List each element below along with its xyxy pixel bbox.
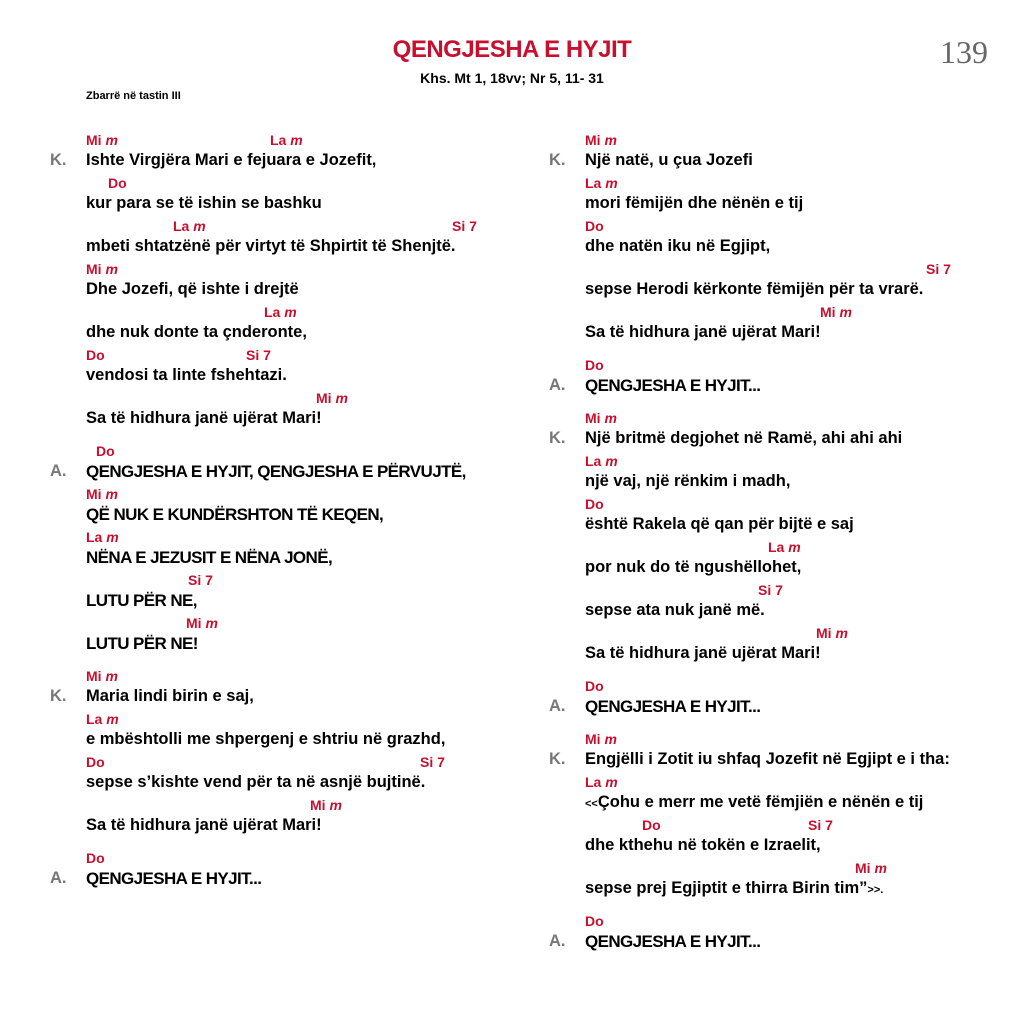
chord-name: Mi	[316, 390, 336, 406]
chord-name: La	[585, 774, 602, 790]
cantor-marker: K.	[549, 150, 566, 169]
lyric-text: Dhe Jozefi, që ishte i drejtë	[86, 279, 299, 298]
chord-name: Si 7	[808, 817, 833, 833]
chord-label	[758, 582, 783, 598]
lyric-text: por nuk do të ngushëllohet,	[585, 557, 802, 576]
chord-line	[0, 674, 1024, 696]
lyric-text: QENGJESHA E HYJIT...	[585, 375, 761, 395]
chord-name: Si 7	[246, 347, 271, 363]
chord-name: Mi	[86, 132, 102, 148]
chord-name: La	[270, 132, 287, 148]
chord-name: Do	[108, 175, 127, 191]
lyric-line	[0, 600, 1024, 622]
refrain-line	[0, 931, 1024, 953]
chord-name: Mi	[310, 797, 326, 813]
chord-name: Si 7	[188, 572, 213, 588]
chord-line	[0, 856, 1024, 878]
chord-name: La	[173, 218, 190, 234]
chord-name: Do	[585, 496, 604, 512]
lyric-line	[0, 279, 1024, 301]
chord-minor-mark: m	[193, 218, 206, 234]
lyric-text: Maria lindi birin e saj,	[86, 686, 254, 705]
chord-line	[0, 770, 1024, 792]
chord-name: Si 7	[926, 261, 951, 277]
lyric-line	[0, 150, 1024, 172]
lyric-text: sepse ata nuk janë më.	[585, 600, 765, 619]
lyric-text: është Rakela që qan për bijtë e saj	[585, 514, 854, 533]
lyric-text: Sa të hidhura janë ujërat Mari!	[86, 815, 322, 834]
lyric-text: vendosi ta linte fshehtazi.	[86, 365, 287, 384]
chord-name: Mi	[86, 486, 102, 502]
lyric-text: QENGJESHA E HYJIT...	[585, 696, 761, 716]
lyric-text	[585, 792, 923, 816]
lyric-line	[0, 236, 1024, 258]
chord-minor-mark: m	[604, 731, 617, 747]
lyric-text: Një britmë degjohet në Ramë, ahi ahi ahi	[585, 428, 903, 447]
lyric-text: QENGJESHA E HYJIT...	[86, 868, 262, 888]
stanza-gap	[0, 664, 1024, 674]
quote-text: Çohu e merr me vetë fëmjiën e nënën e tij	[597, 792, 924, 811]
chord-minor-mark: m	[290, 132, 303, 148]
capo-note: Zbarrë në tastin III	[86, 90, 181, 102]
chord-name: La	[768, 539, 785, 555]
lyric-text: Sa të hidhura janë ujërat Mari!	[585, 322, 821, 341]
lyric-line	[0, 878, 1024, 900]
chord-name: Mi	[855, 860, 871, 876]
chord-name: Mi	[820, 304, 836, 320]
chord-label	[585, 731, 617, 747]
page-subtitle: Khs. Mt 1, 18vv; Nr 5, 11- 31	[420, 70, 604, 86]
lyric-text: dhe kthehu në tokën e Izraelit,	[585, 835, 821, 854]
chord-label	[585, 175, 618, 191]
chord-label	[585, 357, 604, 373]
chord-label	[820, 304, 852, 320]
chord-line	[0, 492, 1024, 514]
chord-line	[0, 535, 1024, 557]
lyric-text: Sa të hidhura janë ujërat Mari!	[86, 408, 322, 427]
assembly-marker: A.	[549, 375, 566, 394]
chord-line	[0, 171, 1024, 193]
lyric-text: mori fëmijën dhe nënën e tij	[585, 193, 804, 212]
chord-name: Do	[585, 913, 604, 929]
chord-minor-mark: m	[106, 529, 119, 545]
chord-line	[0, 449, 1024, 471]
cantor-marker: K.	[549, 428, 566, 447]
stanza-gap	[0, 343, 1024, 353]
chord-label	[642, 817, 661, 833]
lyric-text: Sa të hidhura janë ujërat Mari!	[585, 643, 821, 662]
cantor-marker: K.	[549, 749, 566, 768]
chord-label	[816, 625, 848, 641]
lyric-text: sepse s’kishte vend për ta në asnjë bujtinë.	[86, 772, 426, 791]
lyric-text: LUTU PËR NE,	[86, 590, 197, 610]
chord-line	[0, 621, 1024, 643]
chord-name: Mi	[186, 615, 202, 631]
lyric-text: Engjëlli i Zotit iu shfaq Jozefit në Egjipt e i tha:	[585, 749, 950, 768]
chord-line	[0, 909, 1024, 931]
chord-line	[0, 300, 1024, 322]
chord-label	[926, 261, 951, 277]
chord-label	[585, 678, 604, 694]
lyric-text: QENGJESHA E HYJIT...	[585, 931, 761, 951]
chord-line	[0, 406, 1024, 428]
chord-line	[0, 727, 1024, 749]
lyric-text: NËNA E JEZUSIT E NËNA JONË,	[86, 547, 333, 567]
lyric-line	[0, 749, 1024, 771]
chord-name: Do	[585, 218, 604, 234]
refrain-line	[0, 375, 1024, 397]
chord-name: Do	[96, 443, 115, 459]
chord-label	[585, 774, 618, 790]
chord-name: Do	[86, 850, 105, 866]
chord-name: La	[86, 529, 103, 545]
chord-label	[808, 817, 833, 833]
chord-name: Mi	[816, 625, 832, 641]
chord-name: La	[264, 304, 281, 320]
chord-name: Mi	[86, 668, 102, 684]
chord-name: Mi	[585, 132, 601, 148]
lyric-text: QË NUK E KUNDËRSHTON TË KEQEN,	[86, 504, 384, 524]
assembly-marker: A.	[549, 696, 566, 715]
chord-name: Do	[86, 347, 105, 363]
chord-line	[0, 128, 1024, 150]
chord-label	[585, 496, 604, 512]
chord-label	[585, 218, 604, 234]
lyric-text: e mbështolli me shpergenj e shtriu në grazhd,	[86, 729, 446, 748]
lyric-line	[0, 792, 1024, 814]
chord-label	[585, 453, 618, 469]
chord-minor-mark: m	[604, 132, 617, 148]
stanza-gap	[0, 717, 1024, 727]
chord-label	[585, 132, 617, 148]
lyric-text: QENGJESHA E HYJIT, QENGJESHA E PËRVUJTË,	[86, 461, 466, 481]
chord-minor-mark: m	[335, 390, 348, 406]
chord-minor-mark: m	[605, 175, 618, 191]
assembly-marker: A.	[50, 461, 67, 480]
chord-label	[768, 539, 801, 555]
chord-name: Do	[642, 817, 661, 833]
page-number: 139	[940, 34, 988, 70]
lyric-line	[0, 557, 1024, 579]
chord-line	[0, 214, 1024, 236]
chord-name: Do	[585, 357, 604, 373]
chord-minor-mark: m	[788, 539, 801, 555]
chord-name: Mi	[585, 731, 601, 747]
chord-minor-mark: m	[604, 410, 617, 426]
quote-text: sepse prej Egjiptit e thirra Birin tim”	[585, 878, 868, 897]
cantor-marker: K.	[50, 150, 67, 169]
chord-name: Do	[585, 678, 604, 694]
quote-close-mark: >>.	[867, 883, 884, 896]
page-title: QENGJESHA E HYJIT	[392, 36, 632, 63]
chord-label	[585, 913, 604, 929]
chord-minor-mark: m	[105, 261, 118, 277]
chord-minor-mark: m	[874, 860, 887, 876]
right-column	[0, 128, 1024, 952]
chord-label	[855, 860, 887, 876]
chord-name: Si 7	[420, 754, 445, 770]
lyric-line	[0, 514, 1024, 536]
chord-label	[585, 410, 617, 426]
lyric-text: dhe nuk donte ta çnderonte,	[86, 322, 307, 341]
chord-minor-mark: m	[205, 615, 218, 631]
chord-minor-mark: m	[605, 774, 618, 790]
chord-name: La	[585, 453, 602, 469]
chord-minor-mark: m	[329, 797, 342, 813]
chord-line	[0, 257, 1024, 279]
chord-name: La	[585, 175, 602, 191]
lyric-line	[0, 835, 1024, 857]
lyric-text: një vaj, një rënkim i madh,	[585, 471, 791, 490]
chord-minor-mark: m	[105, 486, 118, 502]
assembly-marker: A.	[50, 868, 67, 887]
chord-minor-mark: m	[284, 304, 297, 320]
chord-name: Si 7	[758, 582, 783, 598]
lyric-line	[0, 193, 1024, 215]
lyric-text	[585, 878, 883, 902]
lyric-text: LUTU PËR NE!	[86, 633, 198, 653]
chord-name: Si 7	[452, 218, 477, 234]
chord-name: La	[86, 711, 103, 727]
lyric-text: mbeti shtatzënë për virtyt të Shpirtit të Shenjtë.	[86, 236, 456, 255]
lyric-text: dhe natën iku në Egjipt,	[585, 236, 771, 255]
chord-minor-mark: m	[605, 453, 618, 469]
chord-name: Mi	[86, 261, 102, 277]
chord-minor-mark: m	[835, 625, 848, 641]
cantor-marker: K.	[50, 686, 67, 705]
chord-line	[0, 353, 1024, 375]
lyric-text: Një natë, u çua Jozefi	[585, 150, 753, 169]
assembly-marker: A.	[549, 931, 566, 950]
chord-minor-mark: m	[839, 304, 852, 320]
lyric-line	[0, 471, 1024, 493]
chord-minor-mark: m	[106, 711, 119, 727]
chord-name: Mi	[585, 410, 601, 426]
lyric-text: kur para se të ishin se bashku	[86, 193, 322, 212]
lyric-line	[0, 322, 1024, 344]
chord-name: Do	[86, 754, 105, 770]
lyric-line	[0, 428, 1024, 450]
lyric-line	[0, 643, 1024, 665]
chord-minor-mark: m	[105, 668, 118, 684]
chord-minor-mark: m	[105, 132, 118, 148]
chord-line	[0, 813, 1024, 835]
refrain-line	[0, 696, 1024, 718]
quote-open-mark: <<	[585, 797, 598, 810]
lyric-text: Ishte Virgjëra Mari e fejuara e Jozefit,	[86, 150, 377, 169]
stanza-gap	[0, 899, 1024, 909]
stanza-gap	[0, 396, 1024, 406]
lyric-text: sepse Herodi kërkonte fëmijën për ta vrarë.	[585, 279, 924, 298]
chord-line	[0, 578, 1024, 600]
